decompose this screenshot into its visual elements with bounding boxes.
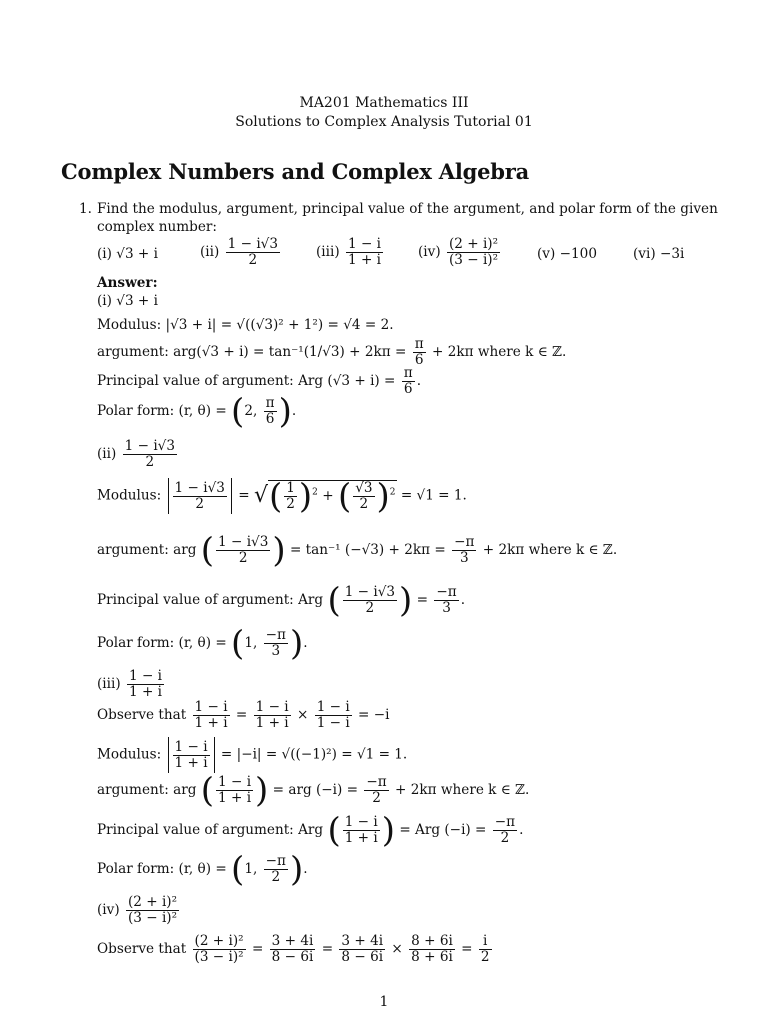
- fraction: $\frac{1 - i}{1 + i}$: [347, 236, 382, 268]
- solution-iii-polar-form: Polar form: (r, θ) = (1, $\frac{-\pi}{2}$ ).: [97, 849, 308, 890]
- solution-iii-principal-value: Principal value of argument: Arg ( $\frac{1 - i}{1 + i}$ ) = Arg (−i) = $\frac{-\pi}{2}$ .: [97, 810, 524, 851]
- section-heading: Complex Numbers and Complex Algebra: [61, 159, 530, 184]
- answer-label: Answer:: [97, 275, 158, 291]
- solution-iii-modulus: Modulus: $\frac{1 - i}{1 + i}$ = |−i| = √((−1)²) = √1 = 1.: [97, 737, 407, 773]
- solution-ii-polar-form: Polar form: (r, θ) = (1, $\frac{-\pi}{3}$ ).: [97, 623, 308, 664]
- document-subtitle: Solutions to Complex Analysis Tutorial 01: [235, 114, 533, 130]
- page-number: 1: [379, 994, 389, 1010]
- solution-i-polar-form: Polar form: (r, θ) = (2, $\frac{\pi}{6}$ ).: [97, 391, 297, 432]
- solution-iii-argument: argument: arg ( $\frac{1 - i}{1 + i}$ ) = arg (−i) = $\frac{-\pi}{2}$ + 2kπ where k ∈ ℤ.: [97, 770, 530, 811]
- solution-i-argument: argument: arg(√3 + i) = tan⁻¹(1/√3) + 2kπ = $\frac{\pi}{6}$ + 2kπ where k ∈ ℤ.: [97, 336, 567, 368]
- fraction: $\frac{1 - i√3}{2}$: [227, 236, 278, 268]
- part-label: (iv): [418, 244, 441, 260]
- solution-ii-modulus: Modulus: $\frac{1 - i√3}{2}$ = √( $\frac{1}{2}$ )$^2$ + ( $\frac{√3}{2}$ )$^2$ = √1 = 1.: [97, 476, 467, 517]
- part-label: (v): [537, 246, 556, 262]
- solution-iii-label: (iii) $\frac{1 - i}{1 + i}$: [97, 668, 163, 700]
- question-text-line2: complex number:: [97, 219, 217, 235]
- part-vi: [633, 246, 684, 262]
- part-expression: −100: [559, 246, 597, 262]
- solution-i-modulus: Modulus: |√3 + i| = √((√3)² + 1²) = √4 = 2.: [97, 317, 394, 333]
- solution-iv-observe: Observe that $\frac{\text{(2 + i)²}}{\text{(3 − i)²}}$ = $\frac{3 + 4i}{8 - 6i}$ = $\frac{3 + 4i}{8 - 6i}$ × $\frac{8 + 6i}{8 + 6i}$ = $\frac{i}{2}$: [97, 933, 490, 965]
- part-label: (vi): [633, 246, 656, 262]
- part-label: (ii): [200, 244, 220, 260]
- part-iii: [316, 237, 385, 268]
- question-text-line1: Find the modulus, argument, principal value of the argument, and polar form of the given: [97, 201, 718, 217]
- question-number: 1.: [79, 201, 92, 217]
- part-i: [97, 246, 158, 262]
- part-v: [537, 246, 597, 262]
- part-expression: √3 + i: [116, 246, 158, 262]
- solution-ii-principal-value: Principal value of argument: Arg ( $\frac{1 - i√3}{2}$ ) = $\frac{-\pi}{3}$ .: [97, 580, 466, 621]
- part-ii: [200, 237, 282, 268]
- solution-i-principal-value: Principal value of argument: Arg (√3 + i) = $\frac{\pi}{6}$ .: [97, 365, 422, 397]
- part-iv: [418, 237, 502, 268]
- solution-ii-label: (ii) $\frac{1 - i√3}{2}$: [97, 438, 175, 470]
- solution-ii-argument: argument: arg ( $\frac{1 - i√3}{2}$ ) = tan⁻¹ (−√3) + 2kπ = $\frac{-\pi}{3}$ + 2kπ where k ∈ ℤ.: [97, 530, 618, 571]
- fraction: $\frac{\text{(2 + i)²}}{\text{(3 − i)²}}$: [448, 236, 499, 268]
- solution-i-label: (i) √3 + i: [97, 293, 158, 309]
- course-title: MA201 Mathematics III: [299, 95, 469, 111]
- solution-iv-label: (iv) $\frac{\text{(2 + i)²}}{\text{(3 − i)²}}$: [97, 894, 178, 926]
- part-label: (iii): [316, 244, 340, 260]
- part-expression: −3i: [659, 246, 685, 262]
- solution-iii-observe: Observe that $\frac{1 - i}{1 + i}$ = $\frac{1 - i}{1 + i}$ × $\frac{1 - i}{1 - i}$ = −i: [97, 699, 390, 731]
- part-label: (i): [97, 246, 112, 262]
